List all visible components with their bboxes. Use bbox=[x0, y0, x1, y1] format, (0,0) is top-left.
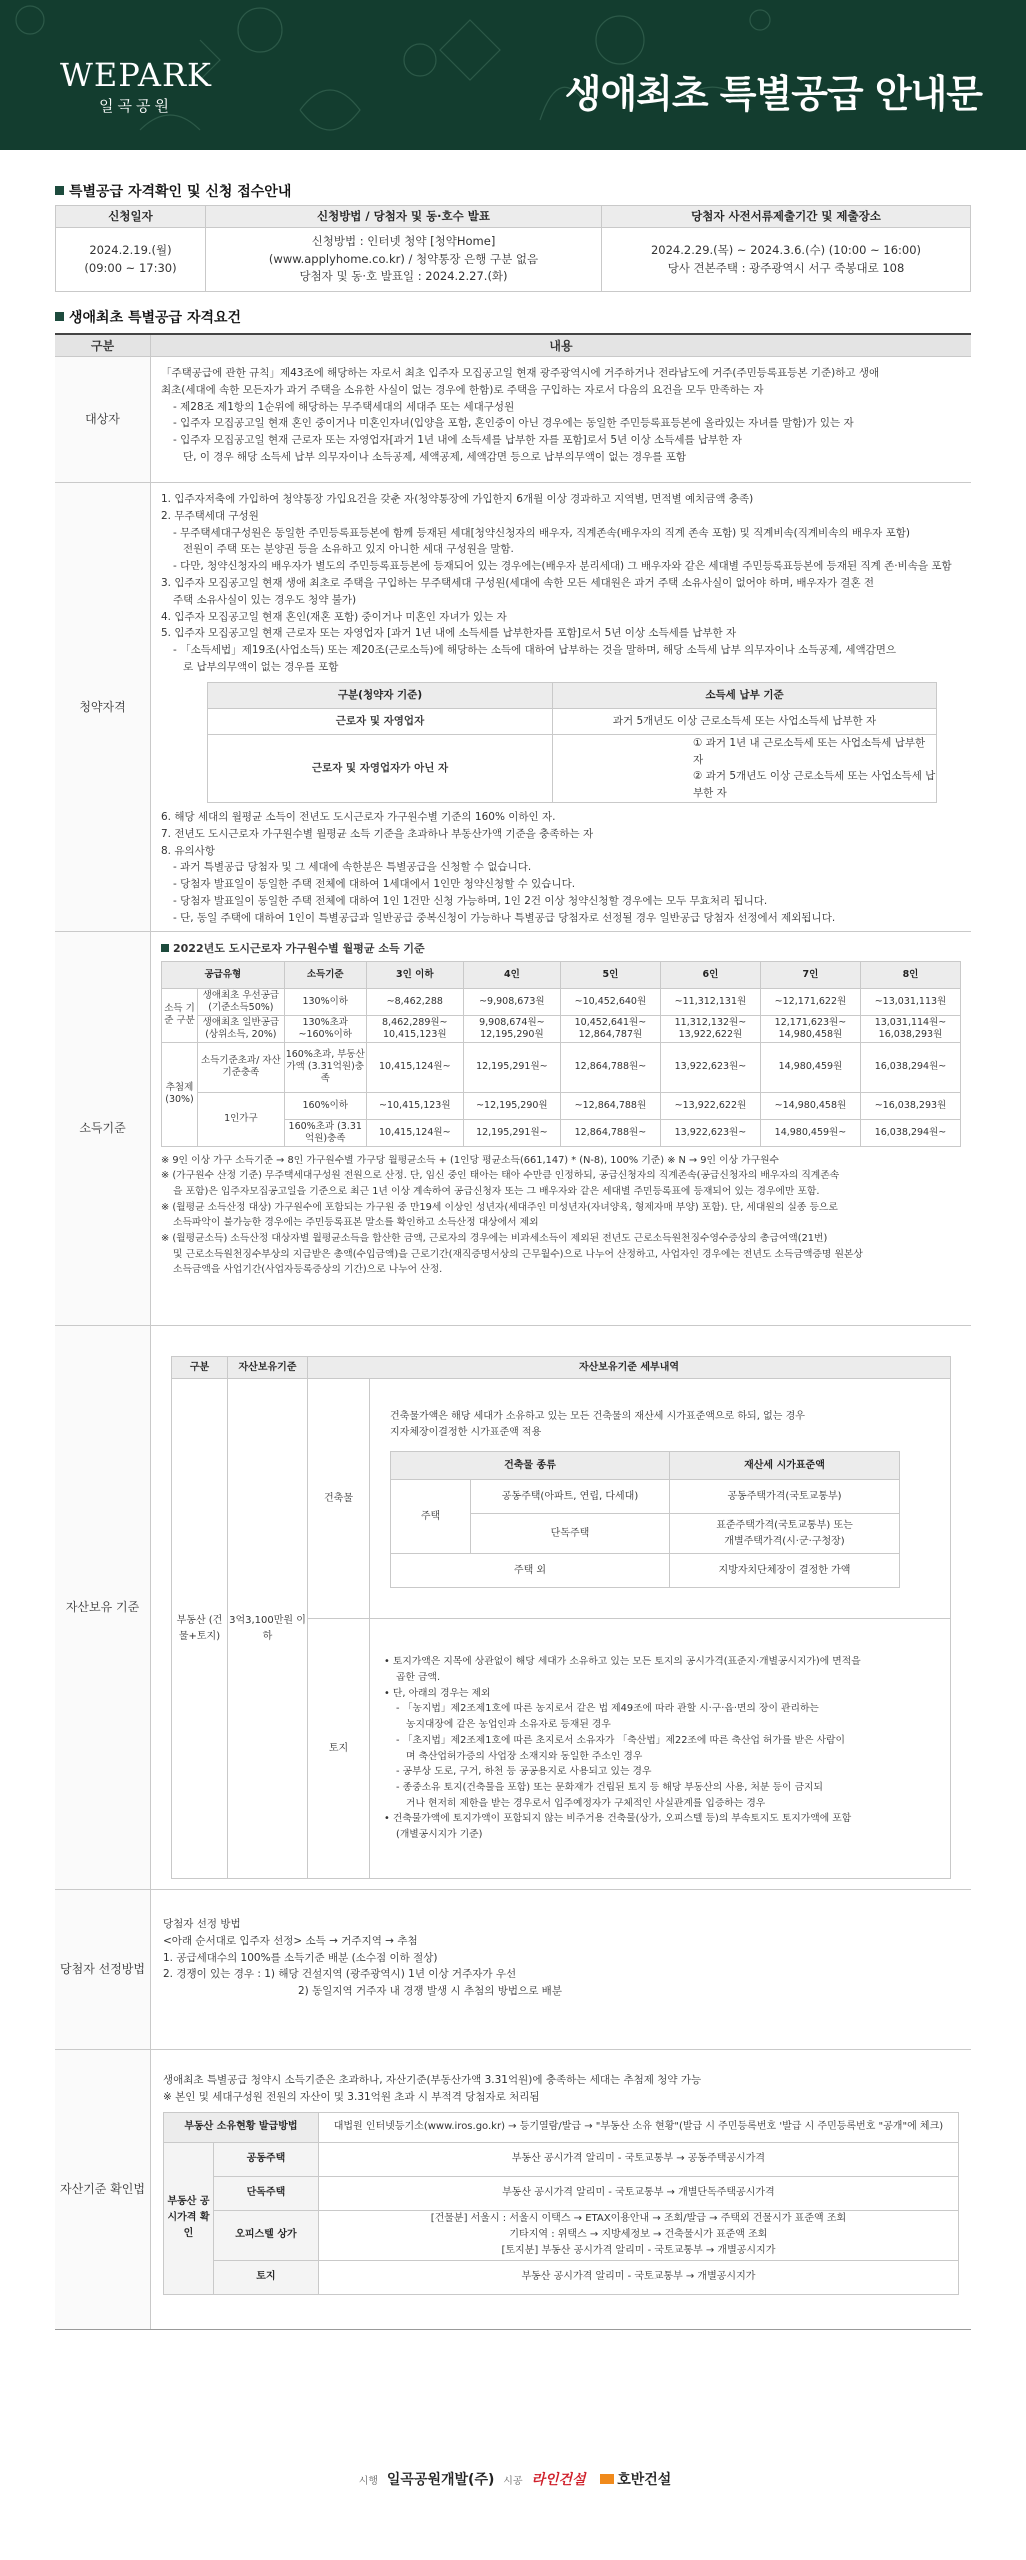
requirements-header: 구분 내용 bbox=[55, 335, 971, 357]
application-table bbox=[55, 205, 971, 292]
eligibility-text: 1. 입주자저축에 가입하여 청약통장 가입요건을 갖춘 자(청약통장에 가입한지 6개월 이상 경과하고 지역별, 면적별 예치금액 충족) 2. 무주택세대 구성원 - 무주택세대구성원은 동일한 주민등록표등본에 함께 등재된 세대[청약신청자의 배우자, 직계존속(배우자의 직계 존속 포함) 및 직계비속(직계비속의 배우자 포함) 전원이 주택 또는 분양권 등을 소유하고 있지 아니한 세대 구성원을 말함. - 다만, 청약신청자의 배우자가 별도의 주민등록표등본에 등재되어 있는 경우에는(배우자 분리세대) 그 배우자와 같은 세대별 주민등록표등본에 등재된 직계 존·비속을 포함 3. 입주자 모집공고일 현재 생애 최초로 주택을 구입하는 무주택세대 구성원(세대에 속한 모든 세대원은 과거 주택 소유사실이 없어야 하며, 배우자가 결혼 전 주택 소유사실이 있는 경우도 청약 불가) 4. 입주자 모집공고일 현재 혼인(재혼 포함) 중이거나 미혼인 자녀가 있는 자 5. 입주자 모집공고일 현재 근로자 또는 자영업자 [과거 1년 내에 소득세를 납부한자를 포함]로서 5년 이상 소득세를 납부한 자 - 「소득세법」제19조(사업소득) 또는 제20조(근로소득)에 해당하는 소득에 대하여 납부하는 것을 말하며, 해당 소득세 납부 의무자이나 소득공제, 세액감면으 로 납부의무액이 없는 경우를 포함 구분(청약자 기준) 소득세 납부 기준 근로자 및 자영업자 과거 5개년도 이상 근로소득세 또는 사업소득세 납부한 자 근로자 및 자영업자가 아닌 자 ① 과거 1년 내 근로소득세 또는 사업소득세 납부한 자 ② 과거 5개년도 이상 근로소득세 또는 사업소득세 납부한 자 6. 해당 세대의 월평균 소득이 전년도 도시근로자 가구원수별 기준의 160% 이하인 자. 7. 전년도 도시근로자 가구원수별 월평균 소득 기준을 초과하나 부동산가액 기준을 충족하는 자 8. 유의사항 - 과거 특별공급 당첨자 및 그 세대에 속한분은 특별공급을 신청할 수 없습니다. - 당첨자 발표일이 동일한 주택 전체에 대하여 1세대에서 1인만 청약신청할 수 있습니다. - 당첨자 발표일이 동일한 주택 전체에 대하여 1인 1건만 신청 가능하며, 1인 2건 이상 청약신청할 경우에는 모두 무효처리 됩니다. - 단, 동일 주택에 대하여 1인이 특별공급과 일반공급 중복신청이 가능하나 특별공급 당첨자로 선정될 경우 일반공급 당첨자 선정에서 제외됩니다. bbox=[161, 493, 952, 924]
selection-text: 당첨자 선정 방법 <아래 순서대로 입주자 선정> 소득 → 거주지역 → 추첨 1. 공급세대수의 100%를 소득기준 배분 (소수점 이하 절상) 2. 경쟁이 있는 경우 : 1) 해당 건설지역 (광주광역시) 1년 이상 거주자가 우선 2) 동일지역 거주자 내 경쟁 발생 시 추첨의 방법으로 배분 bbox=[163, 1918, 562, 1998]
submission-period: 2024.2.29.(목) ~ 2024.3.6.(수) (10:00 ~ 16:00) 당사 견본주택 : 광주광역시 서구 죽봉대로 108 bbox=[602, 228, 971, 292]
asset-content bbox=[151, 1326, 971, 1889]
row-income: 소득기준 2022년도 도시근로자 가구원수별 월평균 소득 기준 공급유형 소득기준 3인 이하 4인 5인 6인 7인 8인 소득 기준 구분 생애최초 우선공급 (기준소득50%) 130%이하 ~8,462,288 ~9,908,673원 ~10,452,640원 ~11,312,131원 ~12,171,622원 ~13,031,113원 생애최초 일반공급 (상위소득, 20%) 130%초과 ~160%이하 8,462,289원~ 10,415,123원 9,908,674원~ 12,195,290원 10,452,641원~ 12,864,787원 11,312,132원~ 13,922,622원 12,171,623원~ 14,980,458원 13,031,114원~ 16,038,293원 추첨제 (30%) 소득기준초과/ 자산기준충족 160%초과, 부동산가액 (3.31억원)충족 10,415,124원~ 12,195,291원~ 12,864,788원~ 13,922,623원~ 14,980,459원 16,038,294원~ 1인가구 160%이하 ~10,415,123원 ~12,195,290원 ~12,864,788원 ~13,922,622원 ~14,980,458원 ~16,038,293원 160%초과 (3.31억원)충족 10,415,124원~ 12,195,291원~ 12,864,788원~ 13,922,623원~ 14,980,459원~ 16,038,294원~ ※ 9인 이상 가구 소득기준 → 8인 가구원수별 가구당 월평균소득 + (1인당 평균소득(661,147) * (N-8), 100% 기준) ※ N → 9인 이상 가구원수 ※ (가구원수 산정 기준) 무주택세대구성원 전원으로 산정. 단, 임신 중인 태아는 태아 수만큼 인정하되, 공급신청자의 직계존속(공급신청자의 배우자의 직계존속 을 포함)은 입주자모집공고일을 기준으로 최근 1년 이상 계속하여 공급신청자 또는 그 배우자와 같은 세대별 주민등록표에 등재되어 있는 경우에만 포함. ※ (월평균 소득산정 대상) 가구원수에 포함되는 가구원 중 만19세 이상인 성년자(세대주인 미성년자(자녀양육, 형제자매 부양) 포함). 단, 세대원의 실종 등으로 소득파악이 불가능한 경우에는 주민등록표본 말소를 확인하고 소득산정 대상에서 제외 ※ (월평균소득) 소득산정 대상자별 월평균소득을 합산한 금액, 근로자의 경우에는 비과세소득이 제외된 전년도 근로소득원천징수영수증상의 총급여액(21번) 및 근로소득원천징수부상의 지급받은 총액(수입금액)을 근로기간(재직증명서상의 근무월수)으로 나누어 산정하고, 사업자인 경우에는 전년도 소득금액증명 원본상 소득금액을 사업기간(사업자등록증상의 기간)으로 나누어 산정. bbox=[55, 932, 971, 1326]
building-price-table: 건축물 종류 재산세 시가표준액 주택 공동주택(아파트, 연립, 다세대) 공동주택가격(국토교통부) 단독주택 표준주택가격(국토교통부) 또는 개별주택가격(시·군·구청장) 주택 외 지방자치단체장이 결정한 가액 bbox=[390, 1451, 900, 1588]
income-table: 공급유형 소득기준 3인 이하 4인 5인 6인 7인 8인 소득 기준 구분 생애최초 우선공급 (기준소득50%) 130%이하 ~8,462,288 ~9,908,673원 ~10,452,640원 ~11,312,131원 ~12,171,622원 ~13,031,113원 생애최초 일반공급 (상위소득, 20%) 130%초과 ~160%이하 8,462,289원~ 10,415,123원 9,908,674원~ 12,195,290원 10,452,641원~ 12,864,787원 11,312,132원~ 13,922,622원 12,171,623원~ 14,980,458원 13,031,114원~ 16,038,293원 추첨제 (30%) 소득기준초과/ 자산기준충족 160%초과, 부동산가액 (3.31억원)충족 10,415,124원~ 12,195,291원~ 12,864,788원~ 13,922,623원~ 14,980,459원 16,038,294원~ 1인가구 160%이하 ~10,415,123원 ~12,195,290원 ~12,864,788원 ~13,922,622원 ~14,980,458원 ~16,038,293원 160%초과 (3.31억원)충족 10,415,124원~ 12,195,291원~ 12,864,788원~ 13,922,623원~ 14,980,459원~ 16,038,294원~ bbox=[161, 961, 961, 1147]
apply-method: 신청방법 : 인터넷 청약 [청약Home] (www.applyhome.co.kr) / 청약통장 은행 구분 없음 당첨자 및 동·호 발표일 : 2024.2.27.(화) bbox=[206, 228, 602, 292]
section2-title: 생애최초 특별공급 자격요건 bbox=[55, 308, 241, 329]
row-asset: 자산보유 기준 구분 자산보유기준 자산보유기준 세부내역 부동산 (건물+토지) 3억3,100만원 이하 건축물 건축물가액은 해당 세대가 소유하고 있는 모든 건축물의 재산세 시가표준액으로 하되, 없는 경우 지자체장이결정한 시가표준액 적용 건축물 종류 재산세 시가표준액 주택 공동주택(아파트, 연립, 다세대) 공동주택가격(국토교통부) 단독주택 표준주택가격(국토교통부) 또는 개별주택가격(시·군·구청장) 주택 외 지방자치단체장이 결정한 가액 토지 • 토지가액은 지목에 상관없이 해당 세대가 소유하고 있는 모든 토지의 공시가격(표준지·개별공시지가)에 면적을 곱한 금액. • 단, 아래의 경우는 제외 - 「농지법」제2조제1호에 따른 농지로서 같은 법 제49조에 따라 관할 시·구·읍·면의 장이 관리하는 농지대장에 같은 농업인과 소유자로 등재된 경우 - 「초지법」제2조제1호에 따른 초지로서 소유자가 「축산법」제22조에 따른 축산업 허가를 받은 사람이 며 축산업허가증의 사업장 소재지와 동일한 주소인 경우 - 공부상 도로, 구거, 하천 등 공공용지로 사용되고 있는 경우 - 종중소유 토지(건축물을 포함) 또는 문화재가 건립된 토지 등 해당 부동산의 사용, 처분 등이 금지되 거나 현저히 제한을 받는 경우로서 입주예정자가 구체적인 사실관계를 입증하는 경우 • 건축물가액에 토지가액이 포함되지 않는 비주거용 건축물(상가, 오피스텔 등)의 부속토지도 토지가액에 포함 (개별공시지가 기준) bbox=[55, 1326, 971, 1890]
hoban-logo-icon bbox=[600, 2474, 614, 2484]
target-text: 「주택공급에 관한 규칙」제43조에 해당하는 자로서 최초 입주자 모집공고일 현재 광주광역시에 거주하거나 전라남도에 거주(주민등록표등본 기준)하고 생애 최초(세대에 속한 모든자가 과거 주택을 소유한 사실이 없는 경우에 한함)로 주택을 구입하는 자로서 다음의 요건을 모두 만족하는 자 - 제28조 제1항의 1순위에 해당하는 무주택세대의 세대주 또는 세대구성원 - 입주자 모집공고일 현재 혼인 중이거나 미혼인자녀(입양을 포함, 혼인중이 아닌 경우에는 동일한 주민등록표등본에 올라있는 자녀를 말함)가 있는 자 - 입주자 모집공고일 현재 근로자 또는 자영업자[과거 1년 내에 소득세를 납부한 자를 포함]로서 5년 이상 소득세를 납부한 자 단, 이 경우 해당 소득세 납부 의무자이나 소득공제, 세액공제, 세액감면 등으로 납부의무액이 없는 경우를 포함 bbox=[161, 367, 880, 463]
col-header: 당첨자 사전서류제출기간 및 제출장소 bbox=[602, 206, 971, 228]
footer-credits: 시행 일곡공원개발(주) 시공 라인건설 호반건설 bbox=[358, 2472, 672, 2488]
row-asset-check: 자산기준 확인법 생애최초 특별공급 청약시 소득기준은 초과하나, 자산기준(부동산가액 3.31억원)에 충족하는 세대는 추첨제 청약 가능 ※ 본인 및 세대구성원 전원의 자산이 및 3.31억원 초과 시 부적격 당첨자로 처리됨 부동산 소유현황 발급방법 대법원 인터넷등기소(www.iros.go.kr) → 등기열람/발급 → "부동산 소유 현황"(발급 시 주민등록번호 '발급 시 주민등록번호 "공개"에 체크) 부동산 공시가격 확인 공동주택 부동산 공시가격 알리미 - 국토교통부 → 공동주택공시가격 단독주택 부동산 공시가격 알리미 - 국토교통부 → 개별단독주택공시가격 오피스텔 상가 [건물분] 서울시 : 서울시 이택스 → ETAX이용안내 → 조회/발급 → 주택외 건물시가 표준액 조회 기타지역 : 위택스 → 지방세정보 → 건축물시가 표준액 조회 [토지분] 부동산 공시가격 알리미 - 국토교통부 → 개별공시지가 토지 부동산 공시가격 알리미 - 국토교통부 → 개별공시지가 bbox=[55, 2050, 971, 2330]
requirements-table bbox=[55, 333, 971, 2330]
logo bbox=[60, 58, 212, 118]
tax-criteria-table: 구분(청약자 기준) 소득세 납부 기준 근로자 및 자영업자 과거 5개년도 이상 근로소득세 또는 사업소득세 납부한 자 근로자 및 자영업자가 아닌 자 ① 과거 1년 내 근로소득세 또는 사업소득세 납부한 자 ② 과거 5개년도 이상 근로소득세 또는 사업소득세 납부한 자 bbox=[207, 682, 937, 803]
apply-date: 2024.2.19.(월) (09:00 ~ 17:30) bbox=[56, 228, 206, 292]
square-bullet-icon bbox=[55, 312, 64, 321]
developer-name: 일곡공원개발(주) bbox=[386, 2472, 495, 2488]
section1-title: 특별공급 자격확인 및 신청 접수안내 bbox=[55, 182, 291, 203]
logo-ko: 일곡공원 bbox=[98, 97, 173, 116]
row-eligibility: 청약자격 1. 입주자저축에 가입하여 청약통장 가입요건을 갖춘 자(청약통장에 가입한지 6개월 이상 경과하고 지역별, 면적별 예치금액 충족) 2. 무주택세대 구성원 - 무주택세대구성원은 동일한 주민등록표등본에 함께 등재된 세대[청약신청자의 배우자, 직계존속(배우자의 직계 존속 포함) 및 직계비속(직계비속의 배우자 포함) 전원이 주택 또는 분양권 등을 소유하고 있지 아니한 세대 구성원을 말함. - 다만, 청약신청자의 배우자가 별도의 주민등록표등본에 등재되어 있는 경우에는(배우자 분리세대) 그 배우자와 같은 세대별 주민등록표등본에 등재된 직계 존·비속을 포함 3. 입주자 모집공고일 현재 생애 최초로 주택을 구입하는 무주택세대 구성원(세대에 속한 모든 세대원은 과거 주택 소유사실이 없어야 하며, 배우자가 결혼 전 주택 소유사실이 있는 경우도 청약 불가) 4. 입주자 모집공고일 현재 혼인(재혼 포함) 중이거나 미혼인 자녀가 있는 자 5. 입주자 모집공고일 현재 근로자 또는 자영업자 [과거 1년 내에 소득세를 납부한자를 포함]로서 5년 이상 소득세를 납부한 자 - 「소득세법」제19조(사업소득) 또는 제20조(근로소득)에 해당하는 소득에 대하여 납부하는 것을 말하며, 해당 소득세 납부 의무자이나 소득공제, 세액감면으 로 납부의무액이 없는 경우를 포함 구분(청약자 기준) 소득세 납부 기준 근로자 및 자영업자 과거 5개년도 이상 근로소득세 또는 사업소득세 납부한 자 근로자 및 자영업자가 아닌 자 ① 과거 1년 내 근로소득세 또는 사업소득세 납부한 자 ② 과거 5개년도 이상 근로소득세 또는 사업소득세 납부한 자 6. 해당 세대의 월평균 소득이 전년도 도시근로자 가구원수별 기준의 160% 이하인 자. 7. 전년도 도시근로자 가구원수별 월평균 소득 기준을 초과하나 부동산가액 기준을 충족하는 자 8. 유의사항 - 과거 특별공급 당첨자 및 그 세대에 속한분은 특별공급을 신청할 수 없습니다. - 당첨자 발표일이 동일한 주택 전체에 대하여 1세대에서 1인만 청약신청할 수 있습니다. - 당첨자 발표일이 동일한 주택 전체에 대하여 1인 1건만 신청 가능하며, 1인 2건 이상 청약신청할 경우에는 모두 무효처리 됩니다. - 단, 동일 주택에 대하여 1인이 특별공급과 일반공급 중복신청이 가능하나 특별공급 당첨자로 선정될 경우 일반공급 당첨자 선정에서 제외됩니다. bbox=[55, 483, 971, 932]
asset-table: 구분 자산보유기준 자산보유기준 세부내역 부동산 (건물+토지) 3억3,100만원 이하 건축물 건축물가액은 해당 세대가 소유하고 있는 모든 건축물의 재산세 시가표준액으로 하되, 없는 경우 지자체장이결정한 시가표준액 적용 건축물 종류 재산세 시가표준액 주택 공동주택(아파트, 연립, 다세대) 공동주택가격(국토교통부) 단독주택 표준주택가격(국토교통부) 또는 개별주택가격(시·군·구청장) 주택 외 지방자치단체장이 결정한 가액 토지 • 토지가액은 지목에 상관없이 해당 세대가 소유하고 있는 모든 토지의 공시가격(표준지·개별공시지가)에 면적을 곱한 금액. • 단, 아래의 경우는 제외 - 「농지법」제2조제1호에 따른 농지로서 같은 법 제49조에 따라 관할 시·구·읍·면의 장이 관리하는 농지대장에 같은 농업인과 소유자로 등재된 경우 - 「초지법」제2조제1호에 따른 초지로서 소유자가 「축산법」제22조에 따른 축산업 허가를 받은 사람이 며 축산업허가증의 사업장 소재지와 동일한 주소인 경우 - 공부상 도로, 구거, 하천 등 공공용지로 사용되고 있는 경우 - 종중소유 토지(건축물을 포함) 또는 문화재가 건립된 토지 등 해당 부동산의 사용, 처분 등이 금지되 거나 현저히 제한을 받는 경우로서 입주예정자가 구체적인 사실관계를 입증하는 경우 • 건축물가액에 토지가액이 포함되지 않는 비주거용 건축물(상가, 오피스텔 등)의 부속토지도 토지가액에 포함 (개별공시지가 기준) bbox=[171, 1356, 951, 1879]
row-selection: 당첨자 선정방법 당첨자 선정 방법 <아래 순서대로 입주자 선정> 소득 → 거주지역 → 추첨 1. 공급세대수의 100%를 소득기준 배분 (소수점 이하 절상) 2. 경쟁이 있는 경우 : 1) 해당 건설지역 (광주광역시) 1년 이상 거주자가 우선 2) 동일지역 거주자 내 경쟁 발생 시 추첨의 방법으로 배분 bbox=[55, 1890, 971, 2050]
logo-en: WEPARK bbox=[60, 56, 212, 94]
builder-logo-1: 라인건설 bbox=[531, 2472, 586, 2488]
col-header: 신청방법 / 당첨자 및 동·호수 발표 bbox=[206, 206, 602, 228]
land-rules: • 토지가액은 지목에 상관없이 해당 세대가 소유하고 있는 모든 토지의 공시가격(표준지·개별공시지가)에 면적을 곱한 금액. • 단, 아래의 경우는 제외 - 「농지법」제2조제1호에 따른 농지로서 같은 법 제49조에 따라 관할 시·구·읍·면의 장이 관리하는 농지대장에 같은 농업인과 소유자로 등재된 경우 - 「초지법」제2조제1호에 따른 초지로서 소유자가 「축산법」제22조에 따른 축산업 허가를 받은 사람이 며 축산업허가증의 사업장 소재지와 동일한 주소인 경우 - 공부상 도로, 구거, 하천 등 공공용지로 사용되고 있는 경우 - 종중소유 토지(건축물을 포함) 또는 문화재가 건립된 토지 등 해당 부동산의 사용, 처분 등이 금지되 거나 현저히 제한을 받는 경우로서 입주예정자가 구체적인 사실관계를 입증하는 경우 • 건축물가액에 토지가액이 포함되지 않는 비주거용 건축물(상가, 오피스텔 등)의 부속토지도 토지가액에 포함 (개별공시지가 기준) bbox=[370, 1619, 951, 1879]
asset-check-table: 부동산 소유현황 발급방법 대법원 인터넷등기소(www.iros.go.kr) → 등기열람/발급 → "부동산 소유 현황"(발급 시 주민등록번호 '발급 시 주민등록번호 "공개"에 체크) 부동산 공시가격 확인 공동주택 부동산 공시가격 알리미 - 국토교통부 → 공동주택공시가격 단독주택 부동산 공시가격 알리미 - 국토교통부 → 개별단독주택공시가격 오피스텔 상가 [건물분] 서울시 : 서울시 이택스 → ETAX이용안내 → 조회/발급 → 주택외 건물시가 표준액 조회 기타지역 : 위택스 → 지방세정보 → 건축물시가 표준액 조회 [토지분] 부동산 공시가격 알리미 - 국토교통부 → 개별공시지가 토지 부동산 공시가격 알리미 - 국토교통부 → 개별공시지가 bbox=[163, 2112, 959, 2295]
row-target: 대상자 「주택공급에 관한 규칙」제43조에 해당하는 자로서 최초 입주자 모집공고일 현재 광주광역시에 거주하거나 전라남도에 거주(주민등록표등본 기준)하고 생애 최초(세대에 속한 모든자가 과거 주택을 소유한 사실이 없는 경우에 한함)로 주택을 구입하는 자로서 다음의 요건을 모두 만족하는 자 - 제28조 제1항의 1순위에 해당하는 무주택세대의 세대주 또는 세대구성원 - 입주자 모집공고일 현재 혼인 중이거나 미혼인자녀(입양을 포함, 혼인중이 아닌 경우에는 동일한 주민등록표등본에 올라있는 자녀를 말함)가 있는 자 - 입주자 모집공고일 현재 근로자 또는 자영업자[과거 1년 내에 소득세를 납부한 자를 포함]로서 5년 이상 소득세를 납부한 자 단, 이 경우 해당 소득세 납부 의무자이나 소득공제, 세액공제, 세액감면 등으로 납부의무액이 없는 경우를 포함 bbox=[55, 357, 971, 483]
income-content: 2022년도 도시근로자 가구원수별 월평균 소득 기준 공급유형 소득기준 3인 이하 4인 5인 6인 7인 8인 소득 기준 구분 생애최초 우선공급 (기준소득50%) 130%이하 ~8,462,288 ~9,908,673원 ~10,452,640원 ~11,312,131원 ~12,171,622원 ~13,031,113원 생애최초 일반공급 (상위소득, 20%) 130%초과 ~160%이하 8,462,289원~ 10,415,123원 9,908,674원~ 12,195,290원 10,452,641원~ 12,864,787원 11,312,132원~ 13,922,622원 12,171,623원~ 14,980,458원 13,031,114원~ 16,038,293원 추첨제 (30%) 소득기준초과/ 자산기준충족 160%초과, 부동산가액 (3.31억원)충족 10,415,124원~ 12,195,291원~ 12,864,788원~ 13,922,623원~ 14,980,459원 16,038,294원~ 1인가구 160%이하 ~10,415,123원 ~12,195,290원 ~12,864,788원 ~13,922,622원 ~14,980,458원 ~16,038,293원 160%초과 (3.31억원)충족 10,415,124원~ 12,195,291원~ 12,864,788원~ 13,922,623원~ 14,980,459원~ 16,038,294원~ ※ 9인 이상 가구 소득기준 → 8인 가구원수별 가구당 월평균소득 + (1인당 평균소득(661,147) * (N-8), 100% 기준) ※ N → 9인 이상 가구원수 ※ (가구원수 산정 기준) 무주택세대구성원 전원으로 산정. 단, 임신 중인 태아는 태아 수만큼 인정하되, 공급신청자의 직계존속(공급신청자의 배우자의 직계존속 을 포함)은 입주자모집공고일을 기준으로 최근 1년 이상 계속하여 공급신청자 또는 그 배우자와 같은 세대별 주민등록표에 등재되어 있는 경우에만 포함. ※ (월평균 소득산정 대상) 가구원수에 포함되는 가구원 중 만19세 이상인 성년자(세대주인 미성년자(자녀양육, 형제자매 부양) 포함). 단, 세대원의 실종 등으로 소득파악이 불가능한 경우에는 주민등록표본 말소를 확인하고 소득산정 대상에서 제외 ※ (월평균소득) 소득산정 대상자별 월평균소득을 합산한 금액, 근로자의 경우에는 비과세소득이 제외된 전년도 근로소득원천징수영수증상의 총급여액(21번) 및 근로소득원천징수부상의 지급받은 총액(수입금액)을 근로기간(재직증명서상의 근무월수)으로 나누어 산정하고, 사업자인 경우에는 전년도 소득금액증명 원본상 소득금액을 사업기간(사업자등록증상의 기간)으로 나누어 산정. bbox=[151, 932, 971, 1325]
asset-check-content: 생애최초 특별공급 청약시 소득기준은 초과하나, 자산기준(부동산가액 3.31억원)에 충족하는 세대는 추첨제 청약 가능 ※ 본인 및 세대구성원 전원의 자산이 및 3.31억원 초과 시 부적격 당첨자로 처리됨 부동산 소유현황 발급방법 대법원 인터넷등기소(www.iros.go.kr) → 등기열람/발급 → "부동산 소유 현황"(발급 시 주민등록번호 '발급 시 주민등록번호 "공개"에 체크) 부동산 공시가격 확인 공동주택 부동산 공시가격 알리미 - 국토교통부 → 공동주택공시가격 단독주택 부동산 공시가격 알리미 - 국토교통부 → 개별단독주택공시가격 오피스텔 상가 [건물분] 서울시 : 서울시 이택스 → ETAX이용안내 → 조회/발급 → 주택외 건물시가 표준액 조회 기타지역 : 위택스 → 지방세정보 → 건축물시가 표준액 조회 [토지분] 부동산 공시가격 알리미 - 국토교통부 → 개별공시지가 토지 부동산 공시가격 알리미 - 국토교통부 → 개별공시지가 bbox=[151, 2050, 971, 2329]
col-header: 신청일자 bbox=[56, 206, 206, 228]
builder-logo-2: 호반건설 bbox=[617, 2472, 672, 2488]
square-bullet-icon bbox=[55, 186, 64, 195]
page-header bbox=[0, 0, 1026, 150]
square-bullet-icon bbox=[161, 944, 169, 952]
page-title: 생애최초 특별공급 안내문 bbox=[564, 72, 982, 116]
